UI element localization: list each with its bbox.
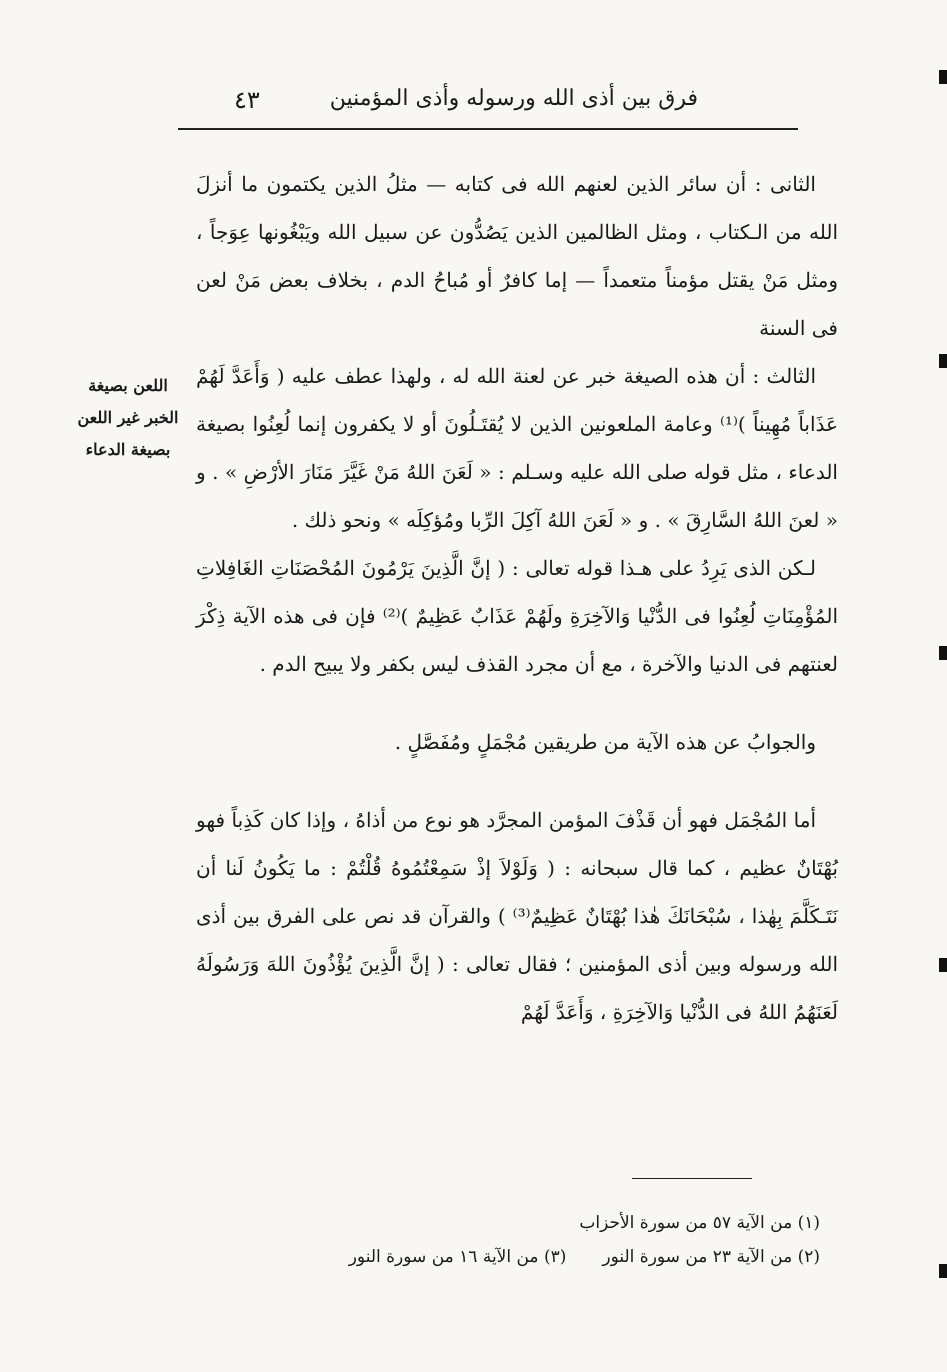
paragraph-second-point: الثانى : أن سائر الذين لعنهم الله فى كتابه — مثلُ الذين يكتمون ما أنزلَ الله من الـكتاب ، ومثل الظالمين الذين يَصُدُّون عن سبيل الله ويَبْغُونها عِوَجاً ، ومثل مَنْ يقتل مؤمناً متعمداً — إما كافرٌ أو مُباحُ الدم ، بخلاف بعض مَنْ لعن فى السنة <box>196 172 839 340</box>
page-number: ٤٣ <box>234 86 260 114</box>
edge-mark <box>939 354 947 368</box>
margin-note-line: بصيغة الدعاء <box>85 440 171 459</box>
footnote-separator <box>632 1178 752 1179</box>
paragraph-objection: لـكن الذى يَرِدُ على هـذا قوله تعالى : ( إنَّ الَّذِينَ يَرْمُونَ المُحْصَنَاتِ الغَافِلاتِ المُؤْمِنَاتِ لُعِنُوا فى الدُّنْيا وَالآخِرَةِ ولَهُمْ عَذَابٌ عَظِيمٌ )⁽²⁾ فإن فى هذه الآية ذِكْرَ لعنتهم فى الدنيا والآخرة ، مع أن مجرد القذف ليس بكفر ولا يبيح الدم . <box>196 556 838 676</box>
body-text <box>196 160 838 1036</box>
footnotes <box>220 1206 820 1274</box>
footnote-3: (٣) من الآية ١٦ من سورة النور <box>348 1247 567 1267</box>
footnote-line-2 <box>220 1240 820 1274</box>
margin-note-line: الخبر غير اللعن <box>77 408 179 427</box>
paragraph-answer: والجوابُ عن هذه الآية من طريقين مُجْمَلٍ ومُفَصَّلٍ . <box>394 730 816 754</box>
footnote-1: (١) من الآية ٥٧ من سورة الأحزاب <box>579 1213 820 1233</box>
paragraph-third-point: الثالث : أن هذه الصيغة خبر عن لعنة الله له ، ولهذا عطف عليه ( وَأَعَدَّ لَهُمْ عَذَاباً مُهِيناً )⁽¹⁾ وعامة الملعونين الذين لا يُقتَـلُونَ أو لا يكفرون إنما لُعِنُوا بصيغة الدعاء ، مثل قوله صلى الله عليه وسـلم : « لَعَنَ اللهُ مَنْ غَيَّرَ مَنَارَ الأرْضِ » . و « لعنَ اللهُ السَّارِقَ » . و « لَعَنَ اللهُ آكِلَ الرِّبا ومُؤكِلَه » ونحو ذلك . <box>196 364 838 532</box>
running-header <box>178 82 798 130</box>
edge-mark <box>939 70 947 84</box>
paragraph-summary-answer: أما المُجْمَل فهو أن قَذْفَ المؤمن المجرَّد هو نوع من أذاهُ ، وإذا كان كَذِباً فهو بُهْتَانٌ عظيم ، كما قال سبحانه : ( وَلَوْلاَ إذْ سَمِعْتُمُوهُ قُلْتُمْ : ما يَكُونُ لَنا أن نَتَـكَلَّمَ بِهٰذا ، سُبْحَانَكَ هٰذا بُهْتَانٌ عَظِيمٌ⁽³⁾ ) والقرآن قد نص على الفرق بين أذى الله ورسوله وبين أذى المؤمنين ؛ فقال تعالى : ( إنَّ الَّذِينَ يُؤْذُونَ اللهَ وَرَسُولَهُ لَعَنَهُمُ اللهُ فى الدُّنْيا وَالآخِرَةِ ، وَأَعَدَّ لَهُمْ <box>196 808 838 1024</box>
edge-mark <box>939 958 947 972</box>
margin-note-line: اللعن بصيغة <box>88 376 168 395</box>
edge-mark <box>939 1264 947 1278</box>
footnote-2: (٢) من الآية ٢٣ من سورة النور <box>602 1247 820 1267</box>
header-title: فرق بين أذى الله ورسوله وأذى المؤمنين <box>329 86 698 111</box>
edge-mark <box>939 646 947 660</box>
margin-note <box>72 370 184 466</box>
